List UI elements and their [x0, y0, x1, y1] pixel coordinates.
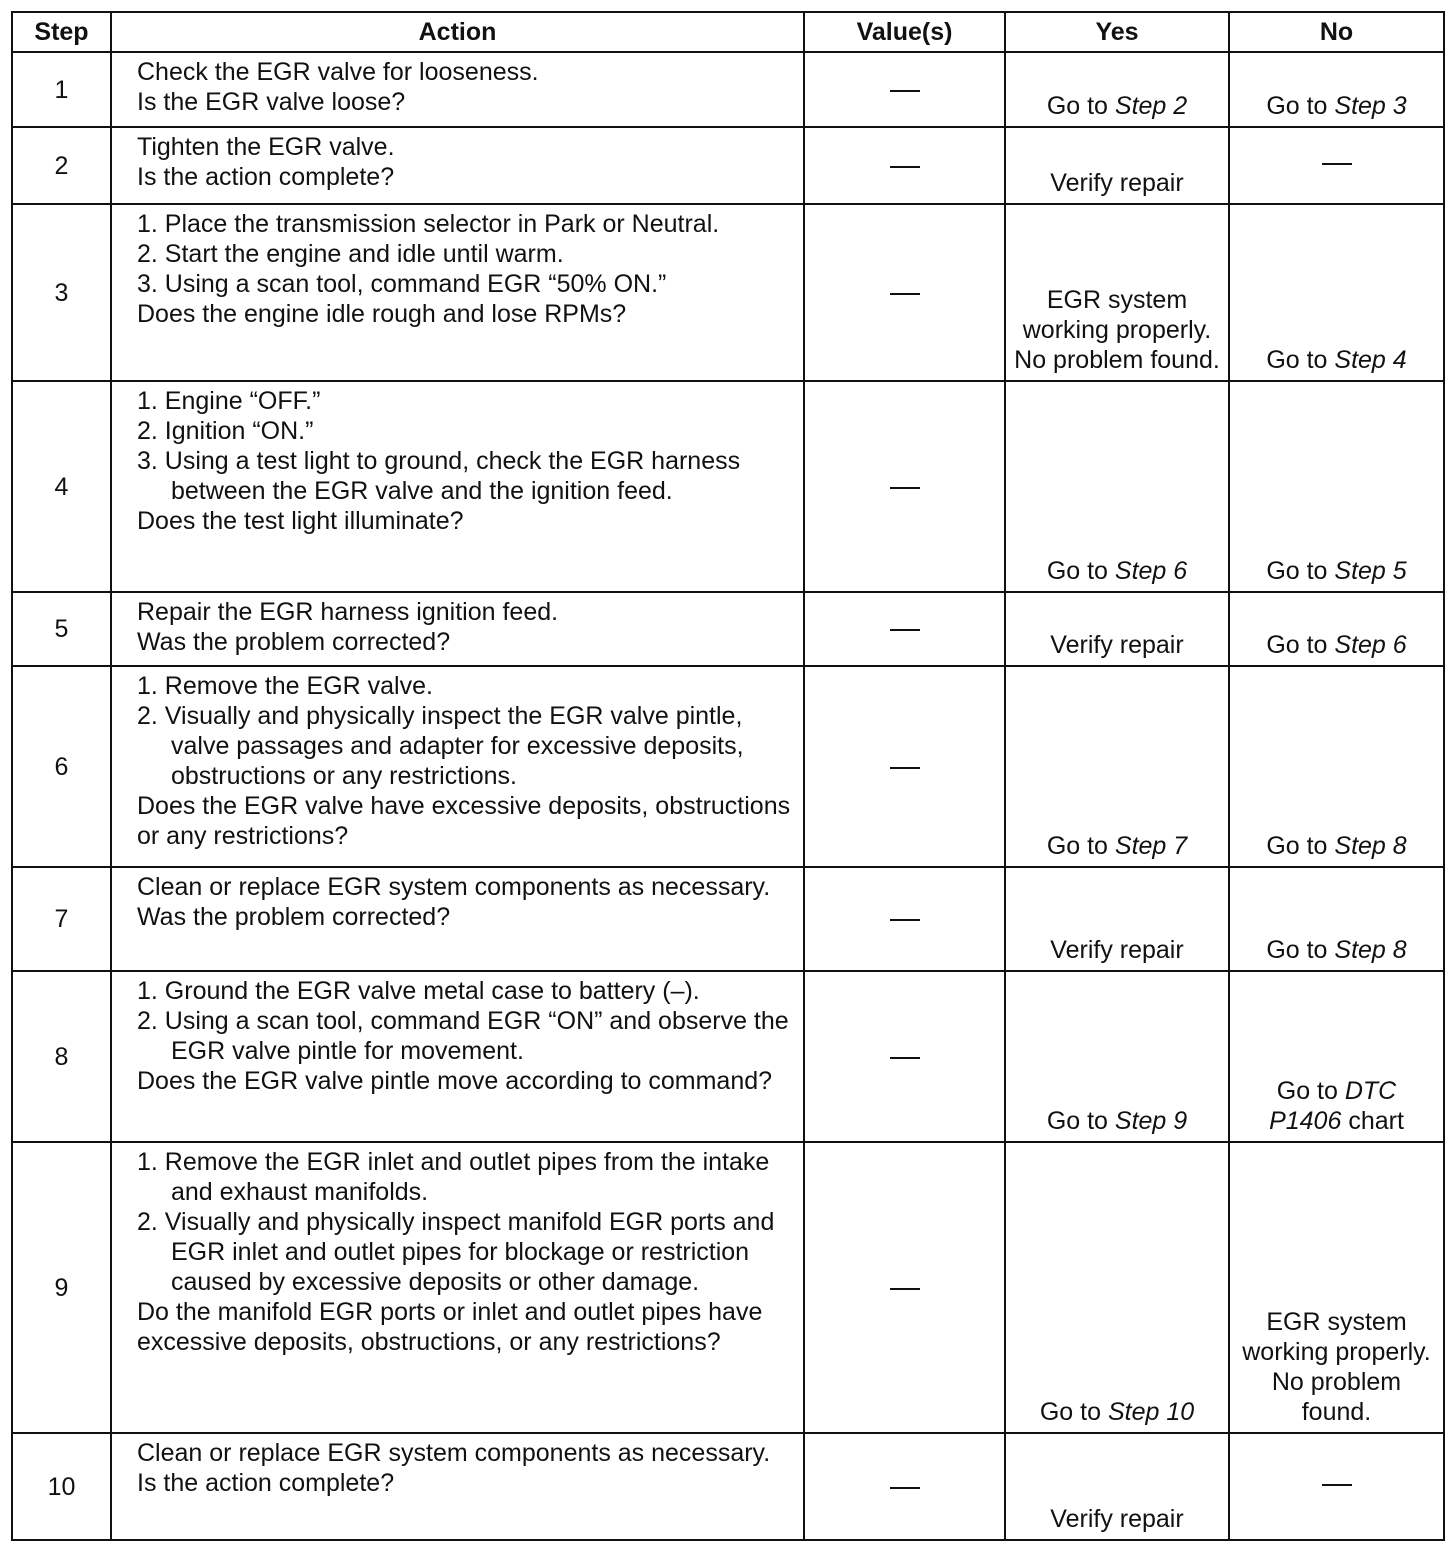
table-row — [12, 1433, 1444, 1540]
header-action: Action — [111, 12, 804, 52]
result-step-ref: Step 4 — [1334, 346, 1407, 374]
value-cell — [804, 592, 1005, 666]
action-step-item: 3. Using a scan tool, command EGR “50% ON.” — [137, 270, 667, 298]
result-prefix: Go to — [1046, 832, 1115, 860]
dash-mark — [1322, 163, 1352, 165]
action-cell — [111, 204, 804, 381]
table-row — [12, 867, 1444, 971]
action-step-item: 1. Place the transmission selector in Park or Neutral. — [137, 210, 720, 238]
header-no: No — [1229, 12, 1444, 52]
value-cell — [804, 1433, 1005, 1540]
value-dash — [890, 166, 920, 168]
action-text: Is the EGR valve loose? — [137, 88, 406, 116]
no-result — [1229, 204, 1444, 381]
action-text: Was the problem corrected? — [137, 903, 451, 931]
header-values: Value(s) — [804, 12, 1005, 52]
action-cell — [111, 52, 804, 127]
action-text: Does the engine idle rough and lose RPMs? — [137, 300, 627, 328]
action-step-item: 1. Remove the EGR inlet and outlet pipes from the intake and exhaust manifolds. — [137, 1148, 770, 1206]
yes-result — [1005, 1142, 1229, 1433]
value-cell — [804, 381, 1005, 592]
no-result — [1229, 867, 1444, 971]
header-yes: Yes — [1005, 12, 1229, 52]
table-row — [12, 666, 1444, 867]
result-step-ref: Step 3 — [1334, 92, 1407, 120]
action-text: Clean or replace EGR system components as necessary. — [137, 873, 771, 901]
action-text: Do the manifold EGR ports or inlet and outlet pipes have excessive deposits, obstructions, or any restrictions? — [137, 1298, 763, 1356]
result-text: Verify repair — [1050, 936, 1184, 964]
result-step-ref: DTC P1406 — [1269, 1077, 1397, 1135]
yes-result — [1005, 381, 1229, 592]
table-row — [12, 204, 1444, 381]
action-text: Clean or replace EGR system components as necessary. — [137, 1439, 771, 1467]
result-step-ref: Step 7 — [1114, 832, 1188, 860]
action-step-item: 2. Start the engine and idle until warm. — [137, 240, 564, 268]
no-result — [1229, 52, 1444, 127]
value-dash — [890, 90, 920, 92]
action-cell — [111, 127, 804, 204]
yes-result — [1005, 1433, 1229, 1540]
action-step-item: 3. Using a test light to ground, check the EGR harness between the EGR valve and the ignition feed. — [137, 447, 741, 505]
action-text: Does the test light illuminate? — [137, 507, 464, 535]
yes-result — [1005, 971, 1229, 1142]
value-dash — [890, 1487, 920, 1489]
value-cell — [804, 971, 1005, 1142]
dash-mark — [1322, 1484, 1352, 1486]
result-prefix: Go to — [1046, 1107, 1115, 1135]
result-prefix: Go to — [1266, 92, 1335, 120]
result-prefix: Go to — [1276, 1077, 1345, 1105]
value-cell — [804, 666, 1005, 867]
no-result — [1229, 381, 1444, 592]
table-row — [12, 381, 1444, 592]
no-result — [1229, 127, 1444, 204]
action-step-item: 2. Visually and physically inspect manifold EGR ports and EGR inlet and outlet pipes for blockage or restriction caused by excessive deposits or other damage. — [137, 1208, 775, 1296]
result-step-ref: Step 8 — [1334, 832, 1407, 860]
value-dash — [890, 293, 920, 295]
action-cell — [111, 666, 804, 867]
step-number: 9 — [12, 1142, 111, 1433]
action-cell — [111, 1142, 804, 1433]
action-text: Check the EGR valve for looseness. — [137, 58, 539, 86]
table-row — [12, 1142, 1444, 1433]
no-result — [1229, 1433, 1444, 1540]
yes-result — [1005, 52, 1229, 127]
result-prefix: Go to — [1039, 1398, 1108, 1426]
action-text: Does the EGR valve have excessive deposits, obstructions or any restrictions? — [137, 792, 791, 850]
no-result — [1229, 666, 1444, 867]
step-number: 10 — [12, 1433, 111, 1540]
action-cell — [111, 381, 804, 592]
action-cell — [111, 867, 804, 971]
value-cell — [804, 204, 1005, 381]
step-number: 8 — [12, 971, 111, 1142]
result-prefix: Go to — [1046, 92, 1115, 120]
action-step-item: 2. Using a scan tool, command EGR “ON” and observe the EGR valve pintle for movement. — [137, 1007, 789, 1065]
result-step-ref: Step 10 — [1107, 1398, 1195, 1426]
result-step-ref: Step 9 — [1114, 1107, 1188, 1135]
table-row — [12, 592, 1444, 666]
value-dash — [890, 767, 920, 769]
action-step-item: 1. Remove the EGR valve. — [137, 672, 433, 700]
action-step-item: 1. Ground the EGR valve metal case to battery (–). — [137, 977, 700, 1005]
value-cell — [804, 1142, 1005, 1433]
diagnostic-table — [11, 11, 1445, 1541]
value-dash — [890, 919, 920, 921]
step-number: 1 — [12, 52, 111, 127]
result-prefix: Go to — [1266, 557, 1335, 585]
action-cell — [111, 592, 804, 666]
header-row — [12, 12, 1444, 52]
action-text: Is the action complete? — [137, 1469, 395, 1497]
result-prefix: Go to — [1266, 631, 1335, 659]
yes-result — [1005, 867, 1229, 971]
value-cell — [804, 52, 1005, 127]
no-result — [1229, 592, 1444, 666]
header-step: Step — [12, 12, 111, 52]
action-cell — [111, 971, 804, 1142]
step-number: 6 — [12, 666, 111, 867]
step-number: 7 — [12, 867, 111, 971]
no-result — [1229, 971, 1444, 1142]
step-number: 2 — [12, 127, 111, 204]
result-text: Verify repair — [1050, 1505, 1184, 1533]
result-step-ref: Step 6 — [1114, 557, 1188, 585]
value-dash — [890, 487, 920, 489]
result-text: EGR system working properly. No problem found. — [1014, 286, 1220, 374]
result-suffix: chart — [1341, 1107, 1404, 1135]
action-step-item: 1. Engine “OFF.” — [137, 387, 321, 415]
value-cell — [804, 867, 1005, 971]
yes-result — [1005, 204, 1229, 381]
table-row — [12, 971, 1444, 1142]
result-text: EGR system working properly. No problem found. — [1242, 1308, 1431, 1426]
yes-result — [1005, 127, 1229, 204]
action-cell — [111, 1433, 804, 1540]
yes-result — [1005, 666, 1229, 867]
action-step-item: 2. Ignition “ON.” — [137, 417, 314, 445]
yes-result — [1005, 592, 1229, 666]
action-text: Does the EGR valve pintle move according to command? — [137, 1067, 773, 1095]
result-prefix: Go to — [1266, 832, 1335, 860]
result-text: Verify repair — [1050, 631, 1184, 659]
result-step-ref: Step 5 — [1334, 557, 1407, 585]
step-number: 5 — [12, 592, 111, 666]
no-result — [1229, 1142, 1444, 1433]
value-cell — [804, 127, 1005, 204]
table-row — [12, 127, 1444, 204]
result-step-ref: Step 2 — [1114, 92, 1188, 120]
result-prefix: Go to — [1046, 557, 1115, 585]
result-prefix: Go to — [1266, 936, 1335, 964]
result-step-ref: Step 6 — [1334, 631, 1407, 659]
result-prefix: Go to — [1266, 346, 1335, 374]
table-row — [12, 52, 1444, 127]
action-text: Is the action complete? — [137, 163, 395, 191]
action-text: Was the problem corrected? — [137, 628, 451, 656]
action-text: Tighten the EGR valve. — [137, 133, 395, 161]
result-step-ref: Step 8 — [1334, 936, 1407, 964]
action-text: Repair the EGR harness ignition feed. — [137, 598, 559, 626]
result-text: Verify repair — [1050, 169, 1184, 197]
step-number: 4 — [12, 381, 111, 592]
value-dash — [890, 1057, 920, 1059]
action-step-item: 2. Visually and physically inspect the EGR valve pintle, valve passages and adapter for excessive deposits, obstructions or any restrictions. — [137, 702, 744, 790]
step-number: 3 — [12, 204, 111, 381]
value-dash — [890, 629, 920, 631]
value-dash — [890, 1288, 920, 1290]
